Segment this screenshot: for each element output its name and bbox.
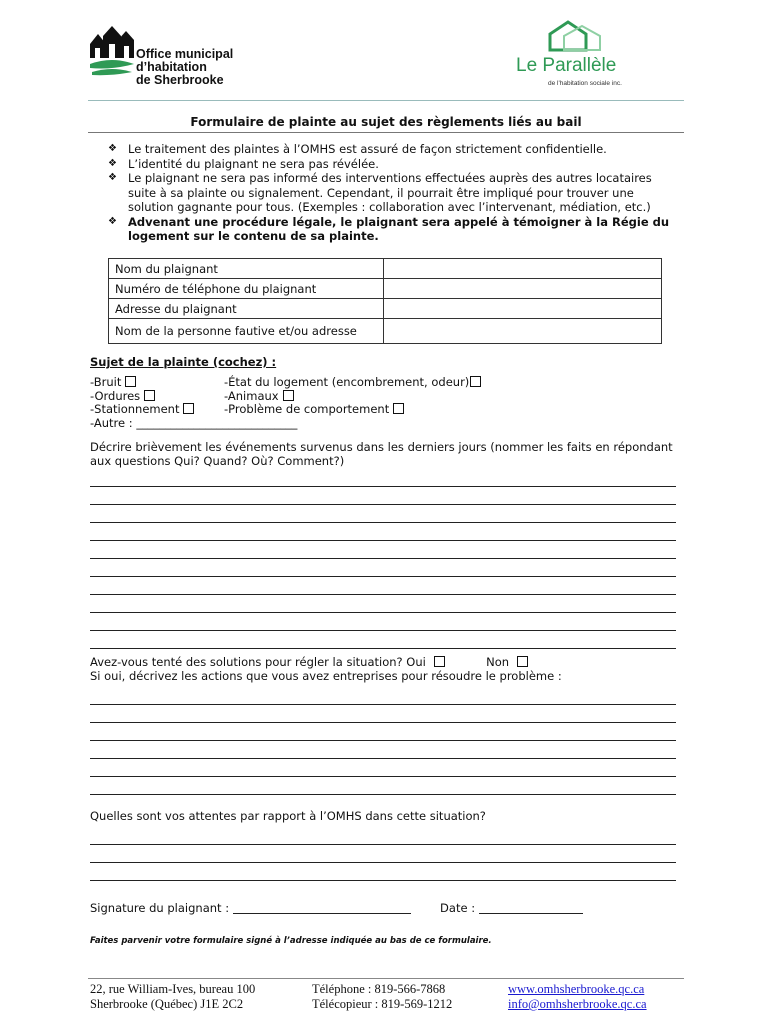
checkbox-stationnement[interactable] [183,403,194,414]
description-line[interactable] [90,522,676,523]
title-rule [88,132,684,133]
checkbox-probleme[interactable] [393,403,404,414]
bullet-item: ❖ L’identité du plaignant ne sera pas révélée. [108,157,678,172]
expectations-question: Quelles sont vos attentes par rapport à l’OMHS dans cette situation? [90,809,486,823]
table-label: Nom de la personne fautive et/ou adresse [109,319,384,344]
check-label-stationnement: -Stationnement [90,402,180,416]
table-row [109,279,662,299]
actions-line[interactable] [90,758,676,759]
address-line-2: Sherbrooke (Québec) J1E 2C2 [90,997,244,1011]
date-label: Date : [440,901,479,915]
plaintiff-name-field[interactable] [384,259,662,279]
check-label-probleme: -Problème de comportement [224,402,390,416]
website-link[interactable]: www.omhsherbrooke.qc.ca [508,982,645,996]
check-label-animaux: -Animaux [224,388,279,403]
actions-line[interactable] [90,722,676,723]
table-row [109,299,662,319]
actions-line[interactable] [90,704,676,705]
footer-address [90,982,255,1012]
solutions-question [90,655,680,683]
footer-links [508,982,647,1012]
expectations-line[interactable] [90,862,676,863]
description-line[interactable] [90,612,676,613]
phone-number: Téléphone : 819-566-7868 [312,982,446,996]
subject-heading: Sujet de la plainte (cochez) : [90,355,277,369]
signature-field[interactable] [233,913,411,914]
description-line[interactable] [90,630,676,631]
actions-line[interactable] [90,794,676,795]
plaintiff-address-field[interactable] [384,299,662,319]
fax-number: Télécopieur : 819-569-1212 [312,997,453,1011]
description-line[interactable] [90,558,676,559]
checkbox-oui[interactable] [434,656,445,667]
expectations-line[interactable] [90,844,676,845]
checkbox-bruit[interactable] [125,376,136,387]
signature-row [90,901,583,915]
check-label-bruit: -Bruit [90,375,122,389]
offender-field[interactable] [384,319,662,344]
bullet-list [108,142,678,244]
description-line[interactable] [90,576,676,577]
bullet-item: ❖ Advenant une procédure légale, le plaignant sera appelé à témoigner à la Régie du logement sur le contenu de sa plainte. [108,215,678,244]
check-label-etat: -État du logement (encombrement, odeur) [224,375,470,389]
header-divider [88,100,684,101]
table-label: Numéro de téléphone du plaignant [109,279,384,299]
checkbox-animaux[interactable] [283,390,294,401]
description-line[interactable] [90,504,676,505]
subject-checklist [90,376,650,430]
checkbox-ordures[interactable] [144,390,155,401]
expectations-line[interactable] [90,880,676,881]
houses-icon [88,22,136,82]
form-title: Formulaire de plainte au sujet des règlements liés au bail [190,115,582,129]
omhs-logo [88,22,258,92]
house-outline-icon [544,20,604,56]
logo-line-2: d’habitation [136,60,207,74]
plaintiff-phone-field[interactable] [384,279,662,299]
description-line[interactable] [90,594,676,595]
solutions-question-text: Avez-vous tenté des solutions pour régler la situation? Oui [90,655,426,669]
table-row [109,259,662,279]
autre-field[interactable]: ____________________________ [136,415,298,430]
checkbox-non[interactable] [517,656,528,667]
description-line[interactable] [90,486,676,487]
description-line[interactable] [90,648,676,649]
logo-line-1: Office municipal [136,47,234,61]
logo-name: Le Parallèle [516,55,617,76]
le-parallele-logo [512,20,642,92]
bullet-item: ❖ Le traitement des plaintes à l’OMHS est assuré de façon strictement confidentielle. [108,142,678,157]
footer-divider [88,978,684,979]
describe-instructions: Décrire brièvement les événements survenus dans les derniers jours (nommer les faits en répondant aux questions Qui? Quand? Où? Comment?) [90,440,673,468]
email-link[interactable]: info@omhsherbrooke.qc.ca [508,997,647,1011]
logo-sub: de l'habitation sociale inc. [548,80,622,87]
actions-line[interactable] [90,740,676,741]
check-label-autre: -Autre : [90,415,137,430]
logo-line-3: de Sherbrooke [136,73,224,87]
address-line-1: 22, rue William-Ives, bureau 100 [90,982,256,996]
signature-label: Signature du plaignant : [90,901,233,915]
footer-phones [312,982,452,1012]
submission-note: Faites parvenir votre formulaire signé à l’adresse indiquée au bas de ce formulaire. [90,936,492,946]
non-label: Non [486,655,510,669]
checkbox-etat[interactable] [470,376,481,387]
table-row [109,319,662,344]
description-line[interactable] [90,540,676,541]
info-table [108,258,662,344]
solutions-followup: Si oui, décrivez les actions que vous avez entreprises pour résoudre le problème : [90,669,562,683]
date-field[interactable] [479,913,583,914]
table-label: Adresse du plaignant [109,299,384,319]
actions-line[interactable] [90,776,676,777]
bullet-item: ❖ Le plaignant ne sera pas informé des interventions effectuées auprès des autres locataires suite à sa plainte ou signalement. Cependant, il pourrait être impliqué pour trouver une solution gagnante pour tous. (Exemples : collaboration avec l’intervenant, médiation, etc.) [108,171,678,215]
table-label: Nom du plaignant [109,259,384,279]
check-label-ordures: -Ordures [90,388,141,403]
